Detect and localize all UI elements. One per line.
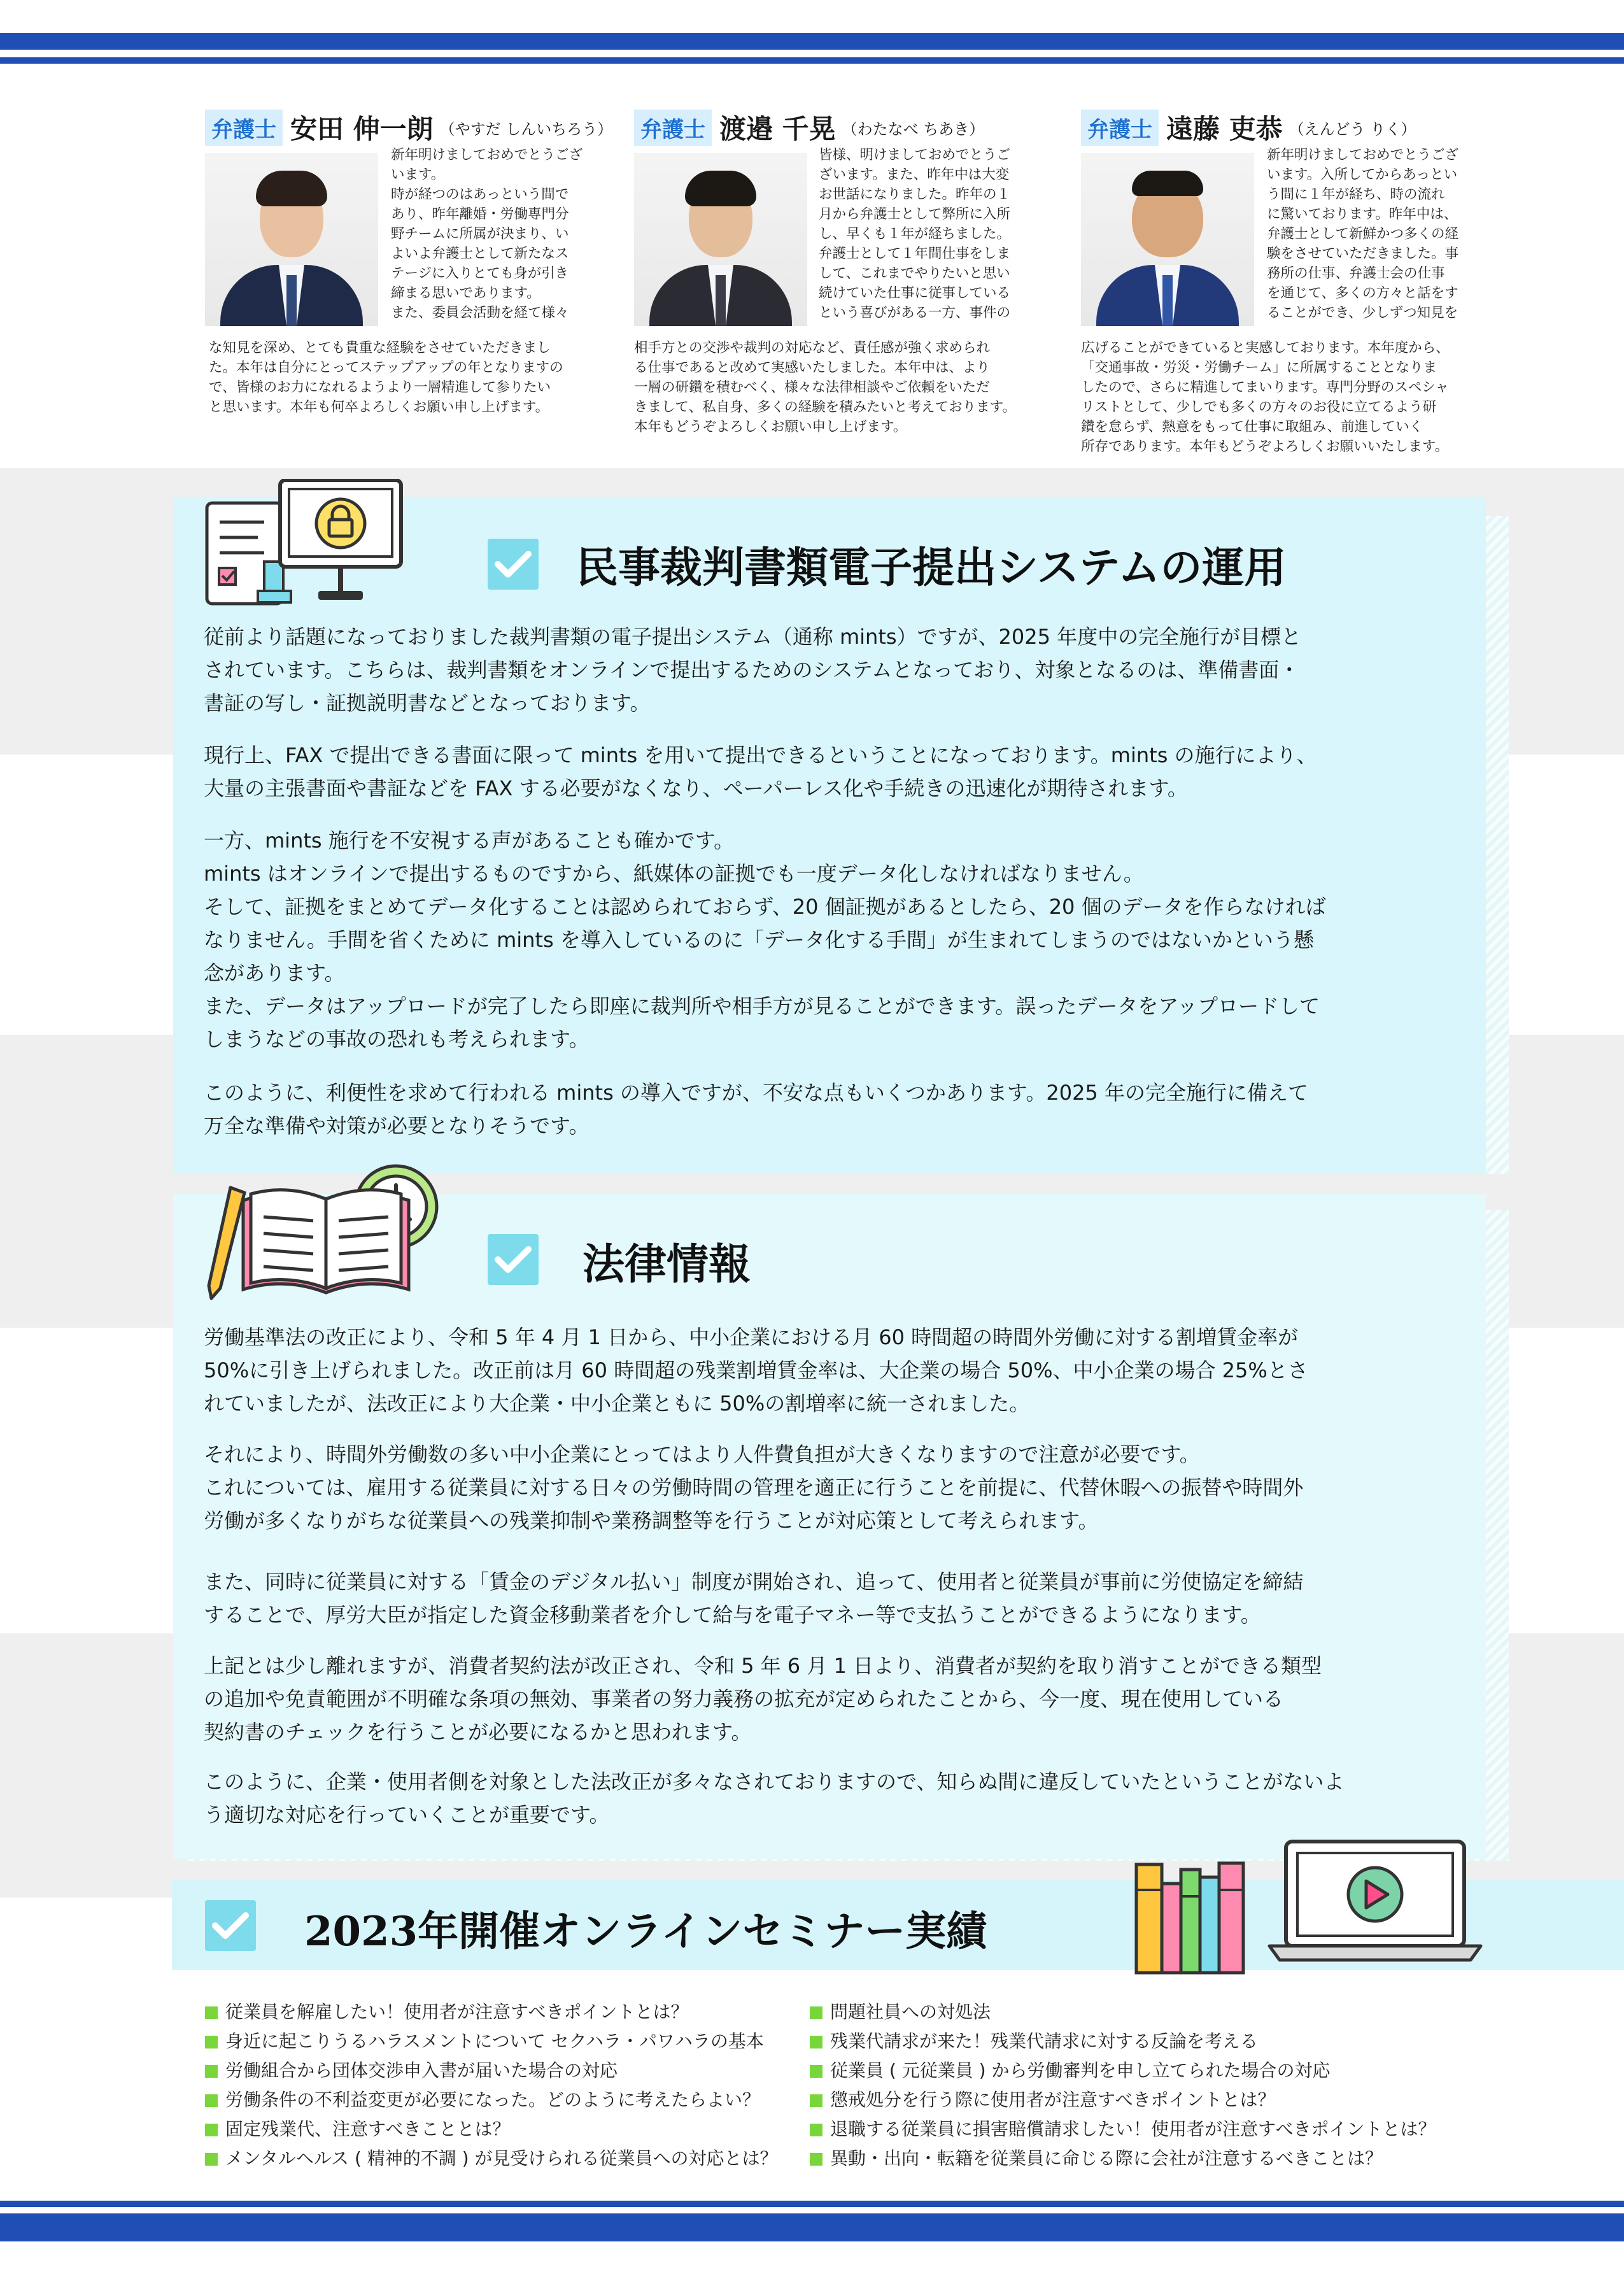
- seminar-label: 固定残業代、注意すべきこととは？: [225, 2119, 511, 2140]
- seminar-section-title: 2023年開催オンラインセミナー実績: [304, 1908, 987, 1956]
- text-line: 現行上、FAX で提出できる書面に限って mints を用いて提出できるということになっております。mints の施行により、: [204, 743, 1317, 767]
- bullet-square-icon: [810, 2065, 823, 2078]
- text-line: きまして、私自身、多くの経験を積みたいと考えております。: [634, 399, 1016, 415]
- lawyer-kana: （やすだ しんいちろう）: [439, 120, 613, 138]
- text-line: 務所の仕事、弁護士会の仕事: [1267, 266, 1445, 281]
- seminar-label: 労働組合から団体交渉申入書が届いた場合の対応: [225, 2060, 618, 2081]
- bullet-square-icon: [205, 2153, 218, 2166]
- text-line: います。: [391, 167, 445, 183]
- text-line: テージに入りとても身が引き: [391, 266, 569, 281]
- lawyer-title-badge: 弁護士: [1081, 110, 1159, 146]
- text-line: れていましたが、法改正により大企業・中小企業ともに 50%の割増率に統一されました。: [204, 1391, 1030, 1416]
- text-line: 労働が多くなりがちな従業員への残業抑制や業務調整等を行うことが対応策として考えられます。: [204, 1509, 1099, 1533]
- mints-paragraph: [204, 824, 1464, 1056]
- bullet-square-icon: [810, 2006, 823, 2019]
- text-line: の追加や免責範囲が不明確な条項の無効、事業者の努力義務の拡充が定められたことから、今一度、現在使用している: [204, 1687, 1284, 1711]
- text-line: 弁護士として１年間仕事をしま: [819, 246, 1011, 262]
- text-line: 一方、mints 施行を不安視する声があることも確かです。: [204, 828, 735, 853]
- list-item: [810, 2086, 1436, 2115]
- text-line: な知見を深め、とても貴重な経験をさせていただきまし: [209, 340, 551, 356]
- text-line: 大量の主張書面や書証などを FAX する必要がなくなり、ペーパーレス化や手続きの迅速化が期待されます。: [204, 776, 1188, 800]
- seminar-label: 退職する従業員に損害賠償請求したい！使用者が注意すべきポイントとは？: [830, 2119, 1436, 2140]
- text-line: で、皆様のお力になれるようより一層精進して参りたい: [209, 380, 551, 395]
- text-line: これについては、雇用する従業員に対する日々の労働時間の管理を適正に行うことを前提に、代替休暇への振替や時間外: [204, 1475, 1304, 1500]
- lawyer-kana: （えんどう りく）: [1289, 120, 1416, 138]
- text-line: することで、厚労大臣が指定した資金移動業者を介して給与を電子マネー等で支払うことができるようになります。: [204, 1603, 1261, 1627]
- bullet-square-icon: [205, 2036, 218, 2048]
- document-lock-icon: [204, 479, 407, 613]
- lawyer-name: 安田 伸一朗: [290, 113, 434, 145]
- list-item: [205, 2115, 778, 2145]
- list-item: [205, 2027, 778, 2057]
- list-item: [810, 2027, 1436, 2057]
- bullet-square-icon: [810, 2153, 823, 2166]
- seminar-label: メンタルヘルス ( 精神的不調 ) が見受けられる従業員への対応とは？: [225, 2148, 778, 2169]
- text-line: 念があります。: [204, 961, 345, 985]
- text-line: お世話になりました。昨年の１: [819, 187, 1011, 202]
- lawyer-photo: [205, 153, 378, 326]
- legal-paragraph: [204, 1438, 1464, 1537]
- lawyer-message-below: [1081, 338, 1495, 457]
- text-line: このように、企業・使用者側を対象とした法改正が多々なされておりますので、知らぬ間に違反していたということがないよ: [204, 1770, 1345, 1794]
- text-line: 一層の研鑽を積むべく、様々な法律相談やご依頼をいただ: [634, 380, 990, 395]
- text-line: ることができ、少しずつ知見を: [1267, 305, 1458, 321]
- text-line: と思います。本年も何卒よろしくお願い申し上げます。: [209, 399, 549, 415]
- text-line: 書証の写し・証拠説明書などとなっております。: [204, 691, 651, 715]
- bullet-square-icon: [810, 2094, 823, 2107]
- bullet-square-icon: [205, 2124, 218, 2136]
- text-line: 従前より話題になっておりました裁判書類の電子提出システム（通称 mints）ですが、2025 年度中の完全施行が目標と: [204, 625, 1302, 649]
- text-line: 験をさせていただきました。事: [1267, 246, 1459, 262]
- text-line: 時が経つのはあっという間で: [391, 187, 569, 202]
- lawyer-title-badge: 弁護士: [634, 110, 712, 146]
- books-icon: [1133, 1858, 1248, 1978]
- seminar-label: 従業員 ( 元従業員 ) から労働審判を申し立てられた場合の対応: [830, 2060, 1331, 2081]
- lawyer-message-below: [634, 338, 1054, 437]
- list-item: [205, 2086, 778, 2115]
- text-line: したので、さらに精進してまいります。専門分野のスペシャ: [1081, 380, 1449, 395]
- text-line: それにより、時間外労働数の多い中小企業にとってはより人件費負担が大きくなりますので注意が必要です。: [204, 1442, 1200, 1466]
- text-line: また、データはアップロードが完了したら即座に裁判所や相手方が見ることができます。誤ったデータをアップロードして: [204, 994, 1320, 1018]
- seminar-label: 労働条件の不利益変更が必要になった。どのように考えたらよい？: [225, 2089, 761, 2110]
- list-item: [810, 1998, 1436, 2027]
- text-line: 労働基準法の改正により、令和 5 年 4 月 1 日から、中小企業における月 60 時間超の時間外労働に対する割増賃金率が: [204, 1325, 1299, 1349]
- lawyer-message-beside: [1267, 145, 1496, 323]
- text-line: 上記とは少し離れますが、消費者契約法が改正され、令和 5 年 6 月 1 日より、消費者が契約を取り消すことができる類型: [204, 1654, 1322, 1678]
- bullet-square-icon: [205, 2006, 218, 2019]
- text-line: う間に１年が経ち、時の流れ: [1267, 187, 1445, 202]
- seminar-list-left: [205, 1998, 778, 2174]
- text-line: されています。こちらは、裁判書類をオンラインで提出するためのシステムとなっており、対象となるのは、準備書面・: [204, 658, 1300, 682]
- text-line: しまうなどの事故の恐れも考えられます。: [204, 1027, 590, 1051]
- text-line: う適切な対応を行っていくことが重要です。: [204, 1803, 610, 1827]
- text-line: また、同時に従業員に対する「賃金のデジタル払い」制度が開始され、追って、使用者と従業員が事前に労使協定を締結: [204, 1570, 1304, 1594]
- text-line: を通じて、多くの方々と話をす: [1267, 285, 1458, 301]
- bullet-square-icon: [810, 2124, 823, 2136]
- lawyer-name: 遠藤 吏恭: [1166, 113, 1283, 145]
- text-line: という喜びがある一方、事件の: [819, 305, 1011, 321]
- list-item: [810, 2145, 1436, 2174]
- mints-paragraph: [204, 1076, 1464, 1142]
- mints-paragraph: [204, 739, 1464, 805]
- text-line: います。入所してからあっとい: [1267, 167, 1458, 183]
- checkbox-icon: [488, 1234, 539, 1285]
- text-line: 広げることができていると実感しております。本年度から、: [1081, 340, 1450, 356]
- legal-section-title: 法律情報: [583, 1239, 751, 1289]
- text-line: 新年明けましておめでとうござ: [391, 147, 583, 163]
- text-line: 「交通事故・労災・労働チーム」に所属することとなりま: [1081, 360, 1437, 376]
- text-line: 50%に引き上げられました。改正前は月 60 時間超の残業割増賃金率は、大企業の場合 50%、中小企業の場合 25%とさ: [204, 1358, 1308, 1382]
- text-line: 相手方との交渉や裁判の対応など、責任感が強く求められ: [634, 340, 991, 356]
- text-line: 所存であります。本年もどうぞよろしくお願いいたします。: [1081, 439, 1449, 455]
- text-line: mints はオンラインで提出するものですから、紙媒体の証拠でも一度データ化しなければなりません。: [204, 862, 1144, 886]
- list-item: [205, 2145, 778, 2174]
- legal-paragraph: [204, 1765, 1464, 1831]
- text-line: た。本年は自分にとってステップアップの年となりますの: [209, 360, 563, 376]
- seminar-label: 身近に起こりうるハラスメントについて セクハラ・パワハラの基本: [225, 2031, 764, 2052]
- text-line: 鑽を怠らず、熱意をもって仕事に取組み、前進していく: [1081, 419, 1423, 435]
- text-line: このように、利便性を求めて行われる mints の導入ですが、不安な点もいくつかあります。2025 年の完全施行に備えて: [204, 1081, 1308, 1105]
- text-line: そして、証拠をまとめてデータ化することは認められておらず、20 個証拠があるとしたら、20 個のデータを作らなければ: [204, 895, 1326, 919]
- lawyer-name: 渡邉 千晃: [719, 113, 836, 145]
- lawyer-header: [1081, 108, 1416, 146]
- book-clock-icon: [205, 1162, 453, 1302]
- text-line: 本年もどうぞよろしくお願い申し上げます。: [634, 419, 907, 435]
- laptop-play-icon: [1267, 1836, 1483, 1964]
- bottom-bar-thick: [0, 2213, 1624, 2241]
- checkbox-icon: [205, 1900, 256, 1951]
- text-line: 弁護士として新鮮かつ多くの経: [1267, 226, 1459, 242]
- checkbox-icon: [488, 539, 539, 590]
- seminar-label: 懲戒処分を行う際に使用者が注意すべきポイントとは？: [830, 2089, 1276, 2110]
- text-line: 万全な準備や対策が必要となりそうです。: [204, 1114, 590, 1138]
- text-line: 契約書のチェックを行うことが必要になるかと思われます。: [204, 1720, 752, 1744]
- lawyer-kana: （わたなべ ちあき）: [842, 120, 985, 138]
- text-line: ざいます。また、昨年中は大変: [819, 167, 1010, 183]
- top-bar-thin: [0, 57, 1624, 64]
- legal-paragraph: [204, 1321, 1464, 1420]
- lawyer-photo: [1081, 153, 1254, 326]
- text-line: し、早くも１年が経ちました。: [819, 226, 1011, 242]
- text-line: 皆様、明けましておめでとうご: [819, 147, 1011, 163]
- bullet-square-icon: [205, 2094, 218, 2107]
- bullet-square-icon: [205, 2065, 218, 2078]
- bottom-bar-thin: [0, 2201, 1624, 2207]
- mints-section-title: 民事裁判書類電子提出システムの運用: [576, 543, 1287, 592]
- text-line: よいよ弁護士として新たなス: [391, 246, 569, 262]
- text-line: また、委員会活動を経て様々: [391, 305, 569, 321]
- seminar-label: 問題社員への対処法: [830, 2001, 991, 2022]
- text-line: 締まる思いであります。: [391, 285, 540, 301]
- bullet-square-icon: [810, 2036, 823, 2048]
- text-line: リストとして、少しでも多くの方々のお役に立てるよう研: [1081, 399, 1437, 415]
- text-line: して、これまでやりたいと思い: [819, 266, 1010, 281]
- lawyer-message-below: [209, 338, 623, 417]
- list-item: [810, 2115, 1436, 2145]
- lawyer-message-beside: [391, 145, 620, 323]
- legal-paragraph: [204, 1649, 1464, 1749]
- legal-paragraph: [204, 1565, 1464, 1631]
- text-line: あり、昨年離婚・労働専門分: [391, 206, 569, 222]
- text-line: に驚いております。昨年中は、: [1267, 206, 1458, 222]
- lawyer-title-badge: 弁護士: [205, 110, 283, 146]
- text-line: なりません。手間を省くために mints を導入しているのに「データ化する手間」が生まれてしまうのではないかという懸: [204, 928, 1314, 952]
- seminar-label: 従業員を解雇したい！使用者が注意すべきポイントとは？: [225, 2001, 689, 2022]
- mints-paragraph: [204, 620, 1464, 720]
- text-line: る仕事であると改めて実感いたしました。本年中は、より: [634, 360, 991, 376]
- seminar-label: 異動・出向・転籍を従業員に命じる際に会社が注意するべきことは？: [830, 2148, 1383, 2169]
- lawyer-header: [205, 108, 612, 146]
- text-line: 新年明けましておめでとうござ: [1267, 147, 1459, 163]
- list-item: [810, 2057, 1436, 2086]
- seminar-label: 残業代請求が来た！残業代請求に対する反論を考える: [830, 2031, 1259, 2052]
- seminar-list-right: [810, 1998, 1436, 2174]
- lawyer-message-beside: [819, 145, 1048, 323]
- lawyer-photo: [634, 153, 807, 326]
- lawyer-header: [634, 108, 984, 146]
- top-bar-thick: [0, 33, 1624, 50]
- list-item: [205, 1998, 778, 2027]
- list-item: [205, 2057, 778, 2086]
- text-line: 続けていた仕事に従事している: [819, 285, 1011, 301]
- text-line: 月から弁護士として弊所に入所: [819, 206, 1011, 222]
- text-line: 野チームに所属が決まり、い: [391, 226, 569, 242]
